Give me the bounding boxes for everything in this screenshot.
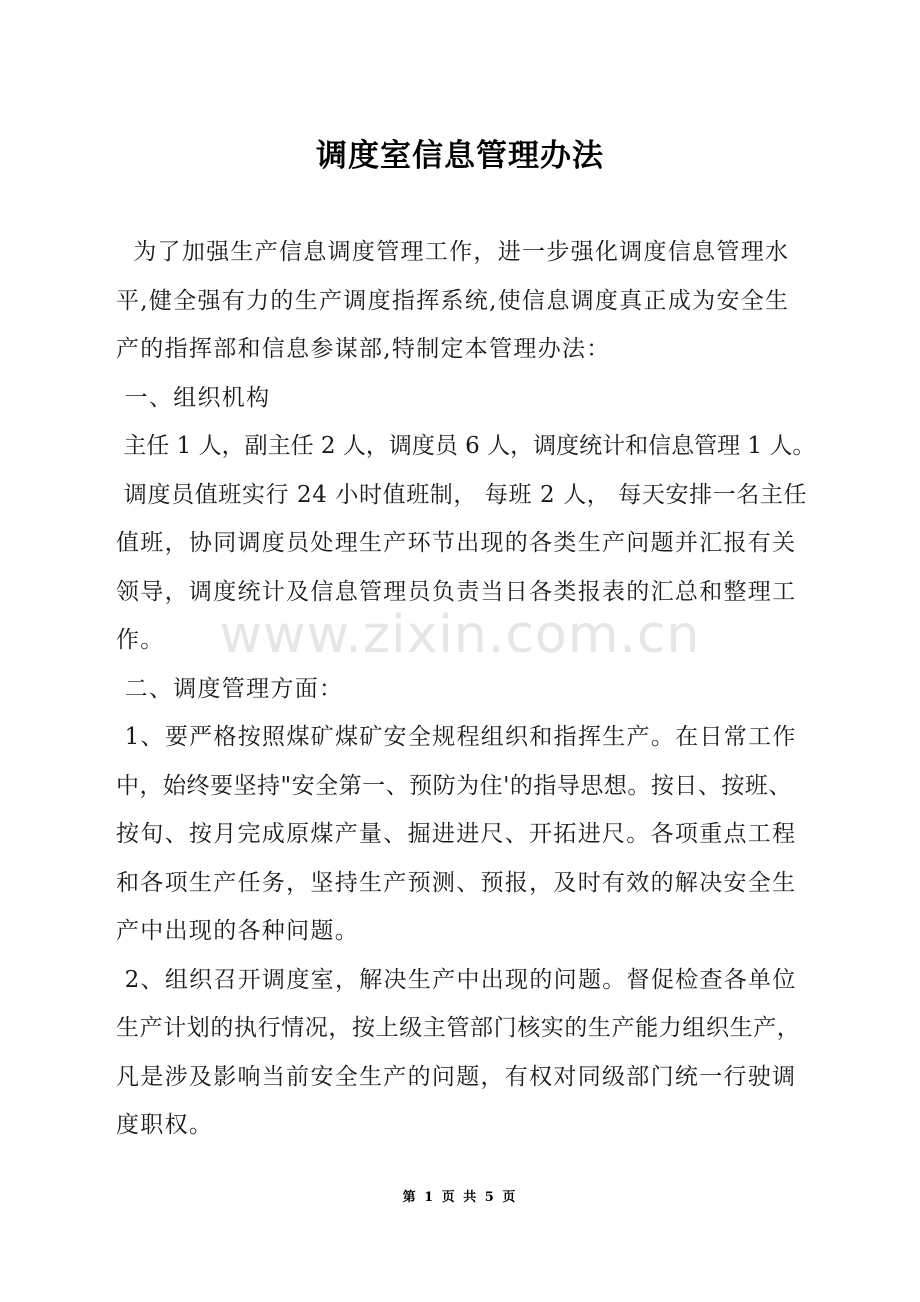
- body-line: 按旬、按月完成原煤产量、掘进进尺、开拓进尺。各项重点工程: [116, 821, 797, 847]
- body-line: 产中出现的各种问题。: [116, 918, 359, 944]
- body-line: 平,健全强有力的生产调度指挥系统,使信息调度真正成为安全生: [116, 287, 790, 314]
- body-line: 产的指挥部和信息参谋部,特制定本管理办法：: [116, 336, 611, 362]
- section-heading: 二、调度管理方面：: [116, 675, 344, 702]
- body-line: 主任 1 人，副主任 2 人，调度员 6 人，调度统计和信息管理 1 人。: [116, 433, 816, 459]
- body-line: 凡是涉及影响当前安全生产的问题，有权对同级部门统一行驶调: [116, 1063, 797, 1090]
- body-line: 值班，协同调度员处理生产环节出现的各类生产问题并汇报有关: [116, 530, 797, 556]
- body-line: 为了加强生产信息调度管理工作，进一步强化调度信息管理水: [116, 239, 790, 265]
- body-line: 中，始终要坚持"安全第一、预防为住'的指导思想。按日、按班、: [116, 772, 792, 799]
- section-heading: 一、组织机构: [116, 384, 271, 411]
- document-title: 调度室信息管理办法: [316, 138, 604, 174]
- body-line: 调度员值班实行 24 小时值班制， 每班 2 人， 每天安排一名主任: [116, 481, 808, 508]
- body-line: 作。: [116, 627, 165, 653]
- body-line: 生产计划的执行情况，按上级主管部门核实的生产能力组织生产，: [116, 1015, 801, 1041]
- body-line: 1、要严格按照煤矿煤矿安全规程组织和指挥生产。在日常工作: [116, 724, 797, 750]
- body-line: 2、组织召开调度室，解决生产中出现的问题。督促检查各单位: [116, 966, 797, 993]
- body-line: 度职权。: [116, 1112, 214, 1138]
- body-line: 和各项生产任务，坚持生产预测、预报，及时有效的解决安全生: [116, 869, 797, 896]
- watermark: www.zixin.com.cn: [219, 605, 701, 665]
- document-body: [116, 228, 816, 1150]
- page-number-footer: 第 1 页 共 5 页: [402, 1190, 518, 1205]
- body-line: 领导，调度统计及信息管理员负责当日各类报表的汇总和整理工: [116, 578, 797, 605]
